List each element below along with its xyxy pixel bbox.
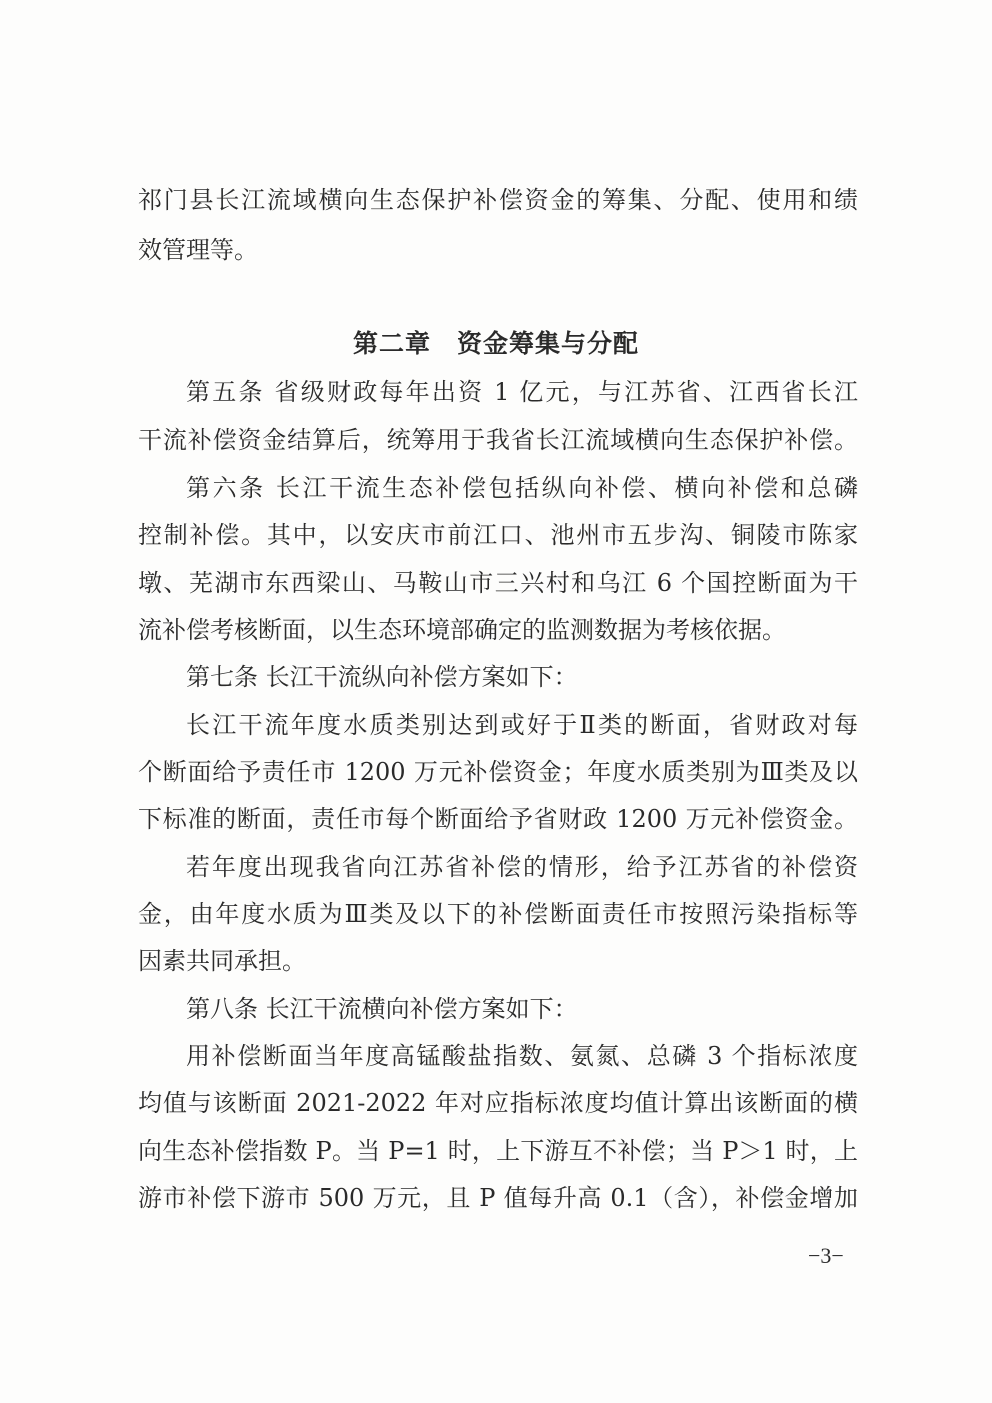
intro-line-1: 祁门县长江流域横向生态保护补偿资金的筹集、分配、使用和绩 <box>138 186 858 214</box>
article6-line-3: 墩、芜湖市东西梁山、马鞍山市三兴村和乌江 6 个国控断面为干 <box>138 569 858 597</box>
article7-para1-line-3: 下标准的断面，责任市每个断面给予省财政 1200 万元补偿资金。 <box>138 805 858 833</box>
article8-heading: 第八条 长江干流横向补偿方案如下： <box>186 995 578 1023</box>
article7-para2-line-2: 金，由年度水质为Ⅲ类及以下的补偿断面责任市按照污染指标等 <box>138 900 858 928</box>
article6-line-4: 流补偿考核断面，以生态环境部确定的监测数据为考核依据。 <box>138 616 786 644</box>
article5-line-1: 第五条 省级财政每年出资 1 亿元，与江苏省、江西省长江 <box>186 378 858 406</box>
article5-line-2: 干流补偿资金结算后，统筹用于我省长江流域横向生态保护补偿。 <box>138 426 858 454</box>
article7-para1-line-1: 长江干流年度水质类别达到或好于Ⅱ类的断面，省财政对每 <box>186 711 858 739</box>
article7-para2-line-3: 因素共同承担。 <box>138 947 306 975</box>
article8-line-2: 均值与该断面 2021-2022 年对应指标浓度均值计算出该断面的横 <box>138 1089 858 1117</box>
article6-line-1: 第六条 长江干流生态补偿包括纵向补偿、横向补偿和总磷 <box>186 474 858 502</box>
article6-line-2: 控制补偿。其中，以安庆市前江口、池州市五步沟、铜陵市陈家 <box>138 521 858 549</box>
intro-line-2: 效管理等。 <box>138 236 258 264</box>
article8-line-1: 用补偿断面当年度高锰酸盐指数、氨氮、总磷 3 个指标浓度 <box>186 1042 858 1070</box>
chapter-title: 第二章 资金筹集与分配 <box>352 329 639 358</box>
page-number: −3− <box>808 1243 844 1268</box>
article7-heading: 第七条 长江干流纵向补偿方案如下： <box>186 663 578 691</box>
article8-line-4: 游市补偿下游市 500 万元，且 P 值每升高 0.1（含），补偿金增加 <box>138 1184 858 1212</box>
article8-line-3: 向生态补偿指数 P。当 P=1 时，上下游互不补偿；当 P＞1 时，上 <box>138 1137 858 1165</box>
article7-para2-line-1: 若年度出现我省向江苏省补偿的情形，给予江苏省的补偿资 <box>186 853 858 881</box>
article7-para1-line-2: 个断面给予责任市 1200 万元补偿资金；年度水质类别为Ⅲ类及以 <box>138 758 858 786</box>
